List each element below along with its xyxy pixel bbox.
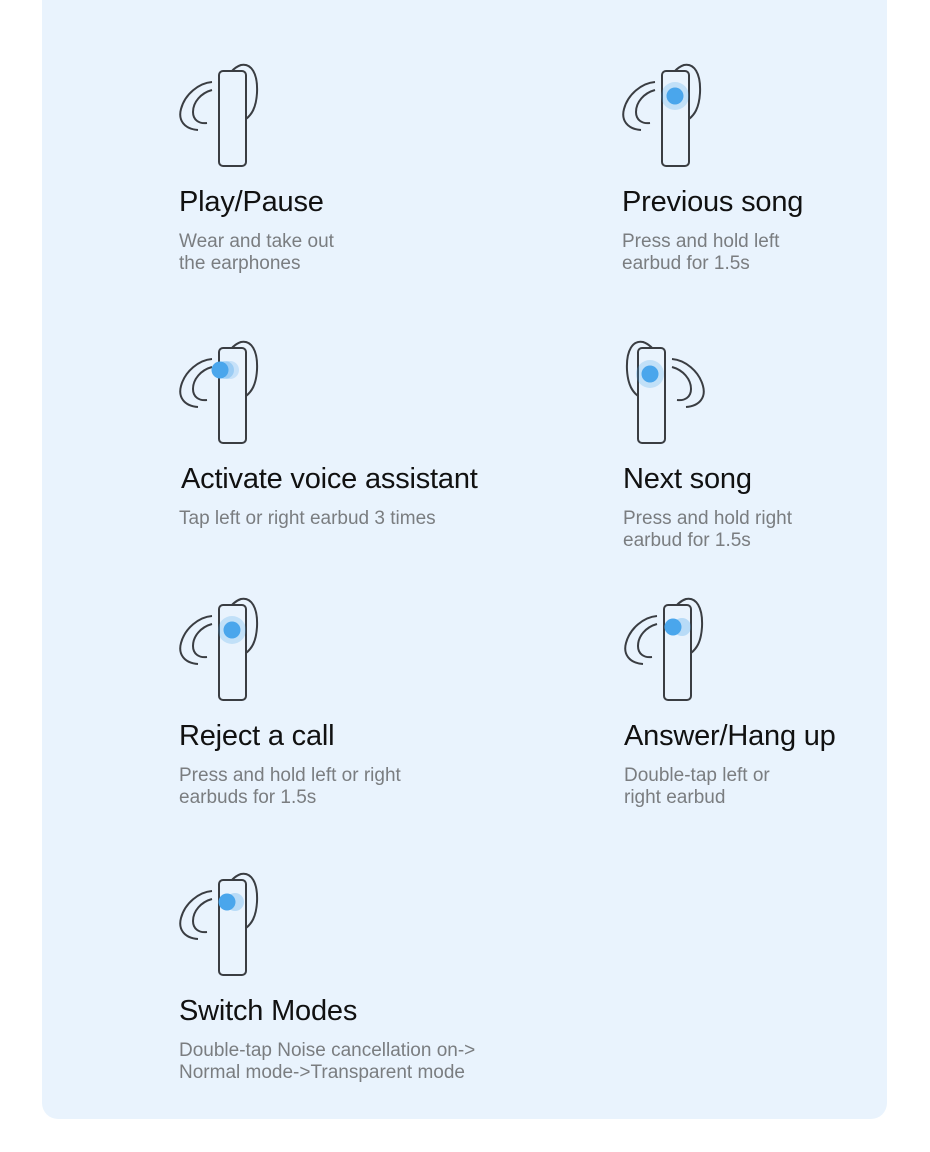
gesture-description: Double-tap left or right earbud — [624, 765, 770, 808]
gesture-title: Reject a call — [179, 720, 335, 752]
earbud-icon — [622, 63, 704, 167]
touch-dot-icon — [667, 88, 684, 105]
touch-dot-icon — [224, 622, 241, 639]
gesture-previous-song — [622, 63, 804, 274]
gesture-title: Next song — [623, 463, 752, 495]
earbud-icon — [179, 340, 261, 444]
gesture-play-pause — [179, 63, 334, 274]
gesture-title: Play/Pause — [179, 186, 324, 218]
gesture-controls-panel — [42, 0, 887, 1119]
gesture-title: Activate voice assistant — [181, 463, 478, 495]
earbud-right-icon — [623, 340, 705, 444]
gesture-answer-hang-up — [624, 597, 836, 808]
gesture-switch-modes — [179, 872, 476, 1083]
touch-dot-icon — [665, 619, 682, 636]
touch-dot-icon — [219, 894, 236, 911]
gesture-description: Press and hold left earbud for 1.5s — [622, 231, 780, 274]
gesture-description: Wear and take out the earphones — [179, 231, 334, 274]
gesture-next-song — [623, 340, 792, 551]
gesture-description: Press and hold left or right earbuds for 1.5s — [179, 765, 401, 808]
touch-dot-icon — [212, 362, 229, 379]
earbud-icon — [179, 63, 261, 167]
gesture-description: Press and hold right earbud for 1.5s — [623, 508, 792, 551]
earbud-icon — [179, 872, 261, 976]
gesture-description: Double-tap Noise cancellation on-> Normal mode->Transparent mode — [179, 1040, 476, 1083]
gesture-reject-call — [179, 597, 401, 808]
gesture-title: Previous song — [622, 186, 804, 218]
touch-dot-icon — [642, 366, 659, 383]
gesture-description: Tap left or right earbud 3 times — [179, 508, 436, 529]
earbud-icon — [624, 597, 706, 701]
gesture-title: Switch Modes — [179, 995, 358, 1027]
earbud-icon — [179, 597, 261, 701]
gesture-voice-assistant — [179, 340, 478, 529]
gesture-title: Answer/Hang up — [624, 720, 836, 752]
